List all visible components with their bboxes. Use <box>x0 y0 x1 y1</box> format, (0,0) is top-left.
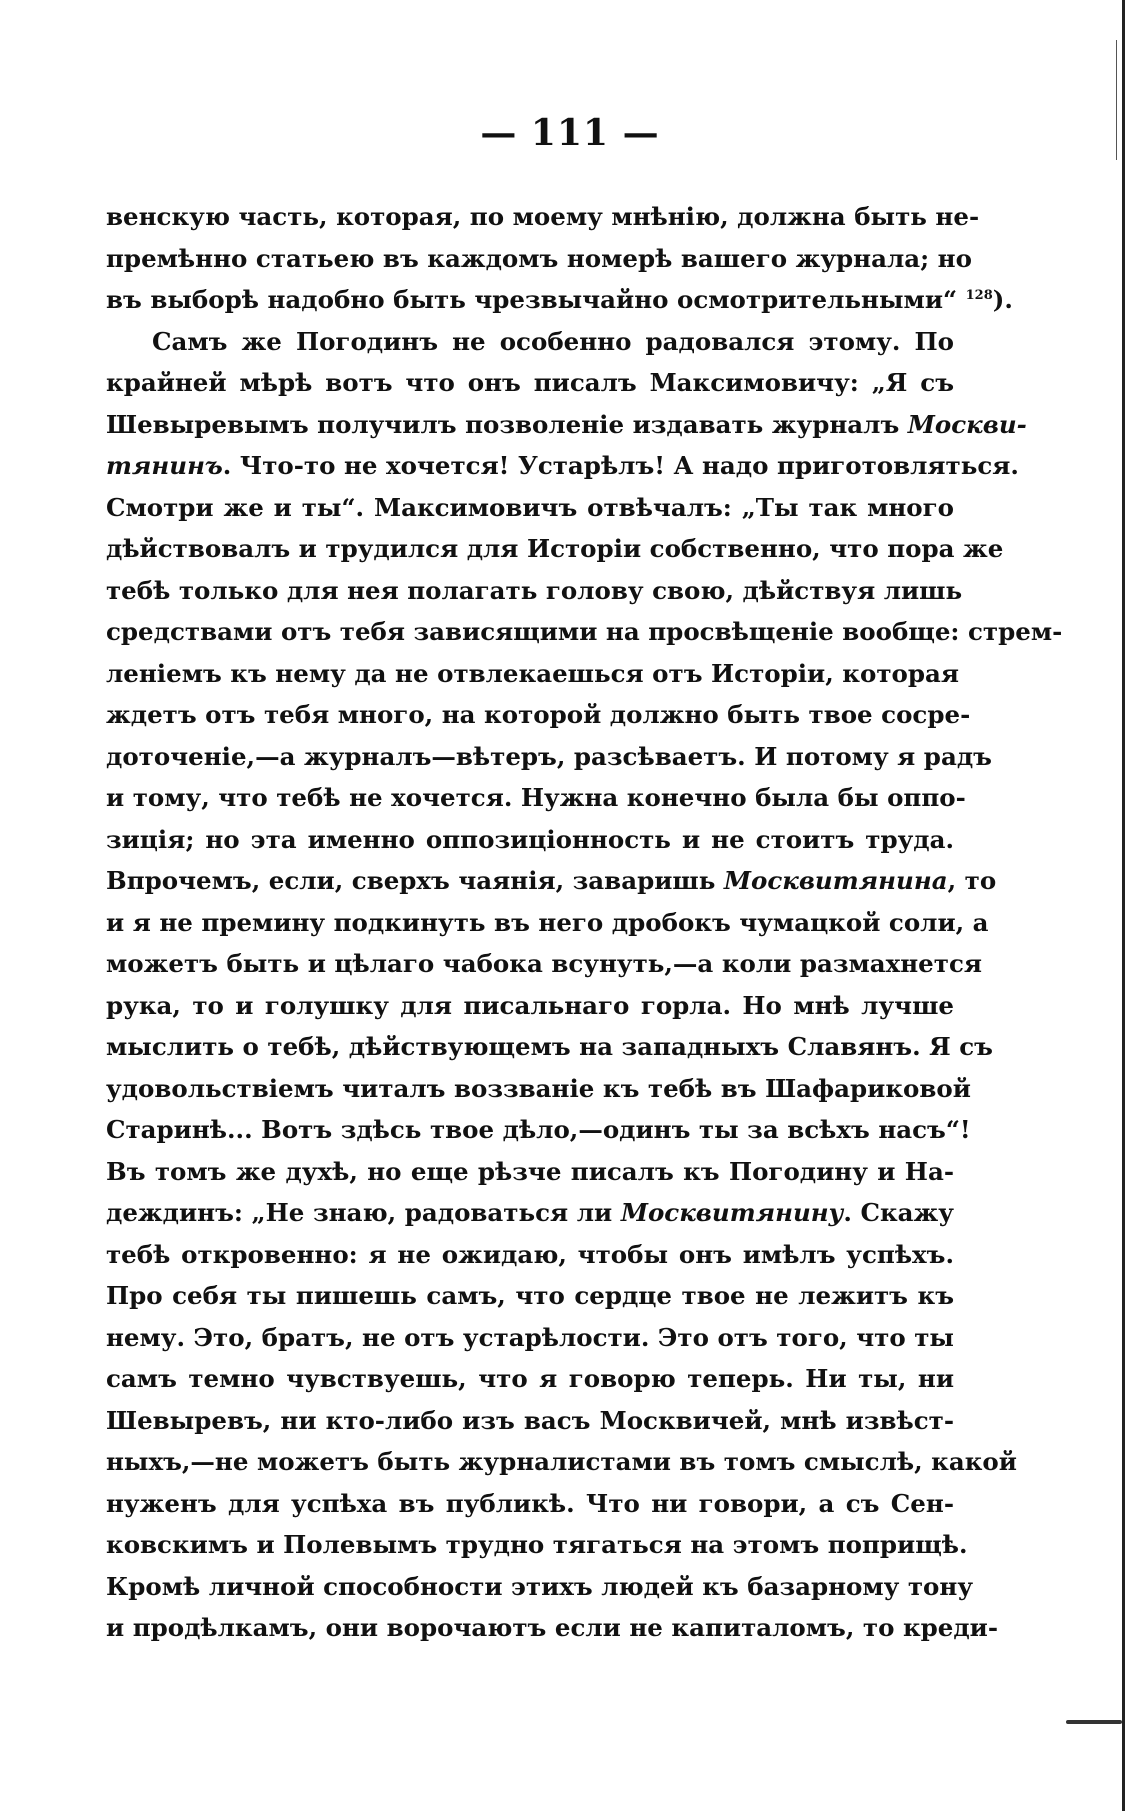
text-line: и тому, что тебѣ не хочется. Нужна конечно была бы оппо- <box>106 783 966 812</box>
text-line: Кромѣ личной способности этихъ людей къ базарному тону <box>106 1571 974 1601</box>
text-line: тебѣ откровенно: я не ожидаю, чтобы онъ имѣлъ успѣхъ. <box>106 1239 954 1269</box>
text-line: Шевыревъ, ни кто-либо изъ васъ Москвичей, мнѣ извѣст- <box>106 1405 954 1435</box>
text-line: средствами отъ тебя зависящими на просвѣщеніе вообще: стрем- <box>106 617 1063 646</box>
paragraph-start-line: Самъ же Погодинъ не особенно радовался этому. По <box>152 326 954 356</box>
text-line: дѣйствовалъ и трудился для Исторіи собственно, что пора же <box>106 534 1004 563</box>
text-line: самъ темно чувствуешь, что я говорю теперь. Ни ты, ни <box>106 1364 954 1393</box>
text-line: ковскимъ и Полевымъ трудно тягаться на этомъ поприщѣ. <box>106 1530 968 1559</box>
text-line: тебѣ только для нея полагать голову свою, дѣйствуя лишь <box>106 575 963 605</box>
journal-title: Москвитянину <box>620 1198 844 1227</box>
journal-title: тянинъ <box>106 451 223 480</box>
text-line: премѣнно статьею въ каждомъ номерѣ вашего журнала; но <box>106 243 972 273</box>
text-line: Смотри же и ты“. Максимовичъ отвѣчалъ: „Ты так много <box>106 492 954 522</box>
footnote-marker: 128 <box>965 288 993 303</box>
text-line: рука, то и голушку для писальнаго горла. Но мнѣ лучше <box>106 990 954 1020</box>
text-line: венскую часть, которая, по моему мнѣнію, должна быть не- <box>106 202 980 231</box>
text-line: Старинѣ... Вотъ здѣсь твое дѣло,—одинъ ты за всѣхъ насъ“! <box>106 1115 971 1144</box>
text-line: деждинъ: „Не знаю, радоваться ли Москвитянину. Скажу <box>106 1198 954 1227</box>
page-number: — 111 — <box>480 112 660 154</box>
text-line: Шевыревымъ получилъ позволеніе издавать журналъ Москви- <box>106 409 1027 439</box>
edge-mark <box>1066 1720 1122 1724</box>
text-line: нему. Это, братъ, не отъ устарѣлости. Это отъ того, что ты <box>106 1322 954 1352</box>
text-line: леніемъ къ нему да не отвлекаешься отъ Исторіи, которая <box>106 658 959 688</box>
text-line: крайней мѣрѣ вотъ что онъ писалъ Максимовичу: „Я съ <box>106 368 954 397</box>
text-line: и я не премину подкинуть въ него дробокъ чумацкой соли, а <box>106 907 989 937</box>
text-line: и продѣлкамъ, они ворочаютъ если не капиталомъ, то креди- <box>106 1613 999 1642</box>
text-line: Впрочемъ, если, сверхъ чаянія, заваришь Москвитянина, то <box>106 866 997 895</box>
text-line: ждетъ отъ тебя много, на которой должно быть твое сосре- <box>106 700 971 729</box>
text-line: мыслить о тебѣ, дѣйствующемъ на западныхъ Славянъ. Я съ <box>106 1032 993 1061</box>
text-line: удовольствіемъ читалъ воззваніе къ тебѣ въ Шафариковой <box>106 1073 971 1103</box>
text-line: доточеніе,—а журналъ—вѣтеръ, разсѣваетъ. И потому я радъ <box>106 741 992 771</box>
text-line: можетъ быть и цѣлаго чабока всунуть,—а коли размахнется <box>106 949 982 978</box>
journal-title: Москви- <box>907 409 1027 439</box>
text-line: ныхъ,—не можетъ быть журналистами въ томъ смыслѣ, какой <box>106 1447 1017 1476</box>
text-line: зиція; но эта именно оппозиціонность и не стоитъ труда. <box>106 824 954 854</box>
journal-title: Москвитянина <box>723 866 948 895</box>
text-line: нуженъ для успѣха въ публикѣ. Что ни говори, а съ Сен- <box>106 1488 954 1518</box>
body-text <box>106 196 1063 1649</box>
text-line: въ выборѣ надобно быть чрезвычайно осмотрительными“ $^{128}$). <box>106 285 1013 314</box>
text-line: Про себя ты пишешь самъ, что сердце твое не лежитъ къ <box>106 1281 954 1310</box>
page-edge-rule <box>1122 0 1125 1811</box>
text-line: Въ томъ же духѣ, но еще рѣзче писалъ къ Погодину и На- <box>106 1156 954 1186</box>
text-line: тянинъ. Что-то не хочется! Устарѣлъ! А надо приготовляться. <box>106 451 1019 480</box>
